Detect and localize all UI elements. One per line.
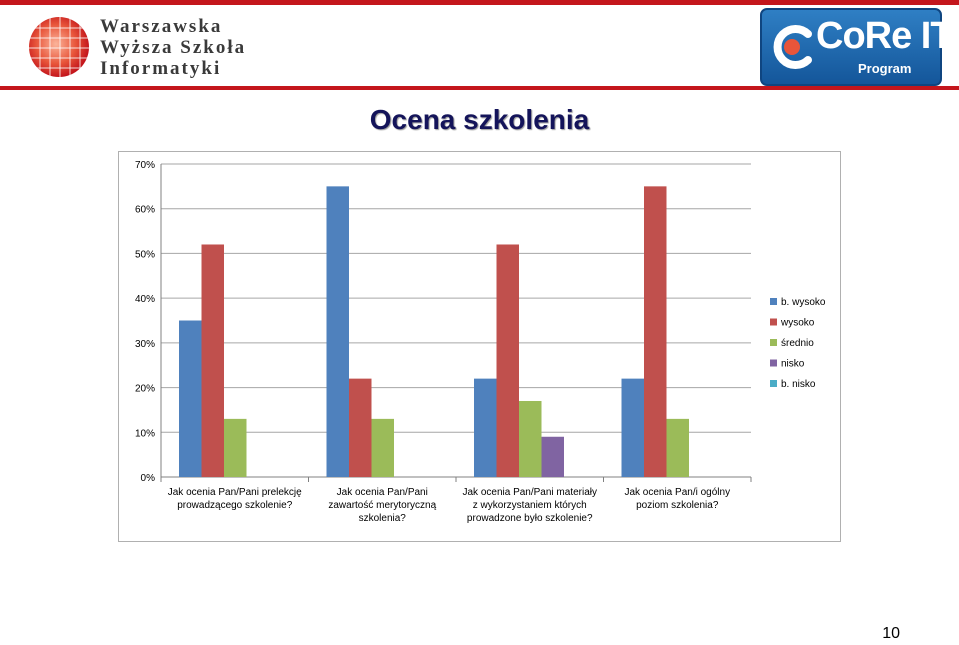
bar-wysoko — [497, 244, 520, 477]
core-logo-subtitle: Program — [858, 61, 912, 76]
header-divider — [0, 86, 959, 90]
y-tick-label: 0% — [140, 473, 155, 484]
bar-wysoko — [644, 186, 667, 477]
x-category-label: zawartość merytoryczną — [328, 500, 437, 511]
y-tick-label: 40% — [134, 294, 155, 306]
y-tick-label: 60% — [134, 204, 155, 216]
legend-label: średnio — [781, 338, 814, 349]
legend-swatch — [770, 360, 777, 367]
legend-swatch — [770, 319, 777, 326]
x-category-label: prowadzone było szkolenie? — [466, 513, 593, 524]
top-accent-bar — [0, 0, 959, 5]
wwsi-logo-mark — [28, 16, 90, 78]
core-logo-text: CoRe IT — [816, 15, 953, 57]
bar-bwysoko — [474, 379, 497, 477]
x-category-label: Jak ocenia Pan/Pani — [336, 487, 428, 498]
wwsi-wordmark — [100, 16, 246, 79]
x-category-label: Jak ocenia Pan/Pani prelekcję — [167, 487, 302, 498]
legend-swatch — [770, 298, 777, 305]
x-category-label: Jak ocenia Pan/i ogólny — [624, 487, 731, 498]
bar-nisko — [542, 437, 565, 477]
wwsi-line-1: Warszawska — [100, 16, 223, 37]
bar-rednio — [519, 401, 542, 477]
legend-label: b. wysoko — [781, 297, 826, 308]
bar-bwysoko — [327, 186, 350, 477]
bar-bwysoko — [622, 379, 645, 477]
core-it-logo — [760, 8, 953, 86]
chart-frame — [118, 151, 841, 542]
core-logo-c-mark — [768, 22, 818, 72]
bar-wysoko — [202, 244, 225, 477]
bar-rednio — [224, 419, 247, 477]
x-category-label: Jak ocenia Pan/Pani materiały — [462, 487, 598, 498]
y-tick-label: 70% — [134, 160, 155, 171]
x-category-label: szkolenia? — [358, 513, 406, 524]
bar-wysoko — [349, 379, 372, 477]
legend-swatch — [770, 380, 777, 387]
slide-title: Ocena szkolenia — [369, 104, 590, 135]
y-tick-label: 20% — [134, 383, 155, 395]
x-category-label: poziom szkolenia? — [636, 500, 719, 511]
bar-chart — [119, 152, 840, 541]
wwsi-line-2: Wyższa Szkoła — [100, 37, 247, 58]
y-tick-label: 30% — [134, 338, 155, 350]
wwsi-logo — [28, 14, 268, 80]
y-tick-label: 50% — [134, 249, 155, 261]
bar-bwysoko — [179, 321, 202, 478]
page-number: 10 — [882, 625, 900, 642]
legend-label: wysoko — [781, 317, 815, 329]
legend-label: nisko — [781, 358, 805, 370]
x-category-label: prowadzącego szkolenie? — [177, 500, 293, 511]
y-tick-label: 10% — [134, 428, 155, 440]
wwsi-line-3: Informatyki — [100, 58, 222, 79]
bar-rednio — [372, 419, 395, 477]
x-category-label: z wykorzystaniem których — [472, 500, 587, 511]
legend-swatch — [770, 339, 777, 346]
bar-rednio — [667, 419, 690, 477]
legend-label: b. nisko — [781, 379, 816, 390]
